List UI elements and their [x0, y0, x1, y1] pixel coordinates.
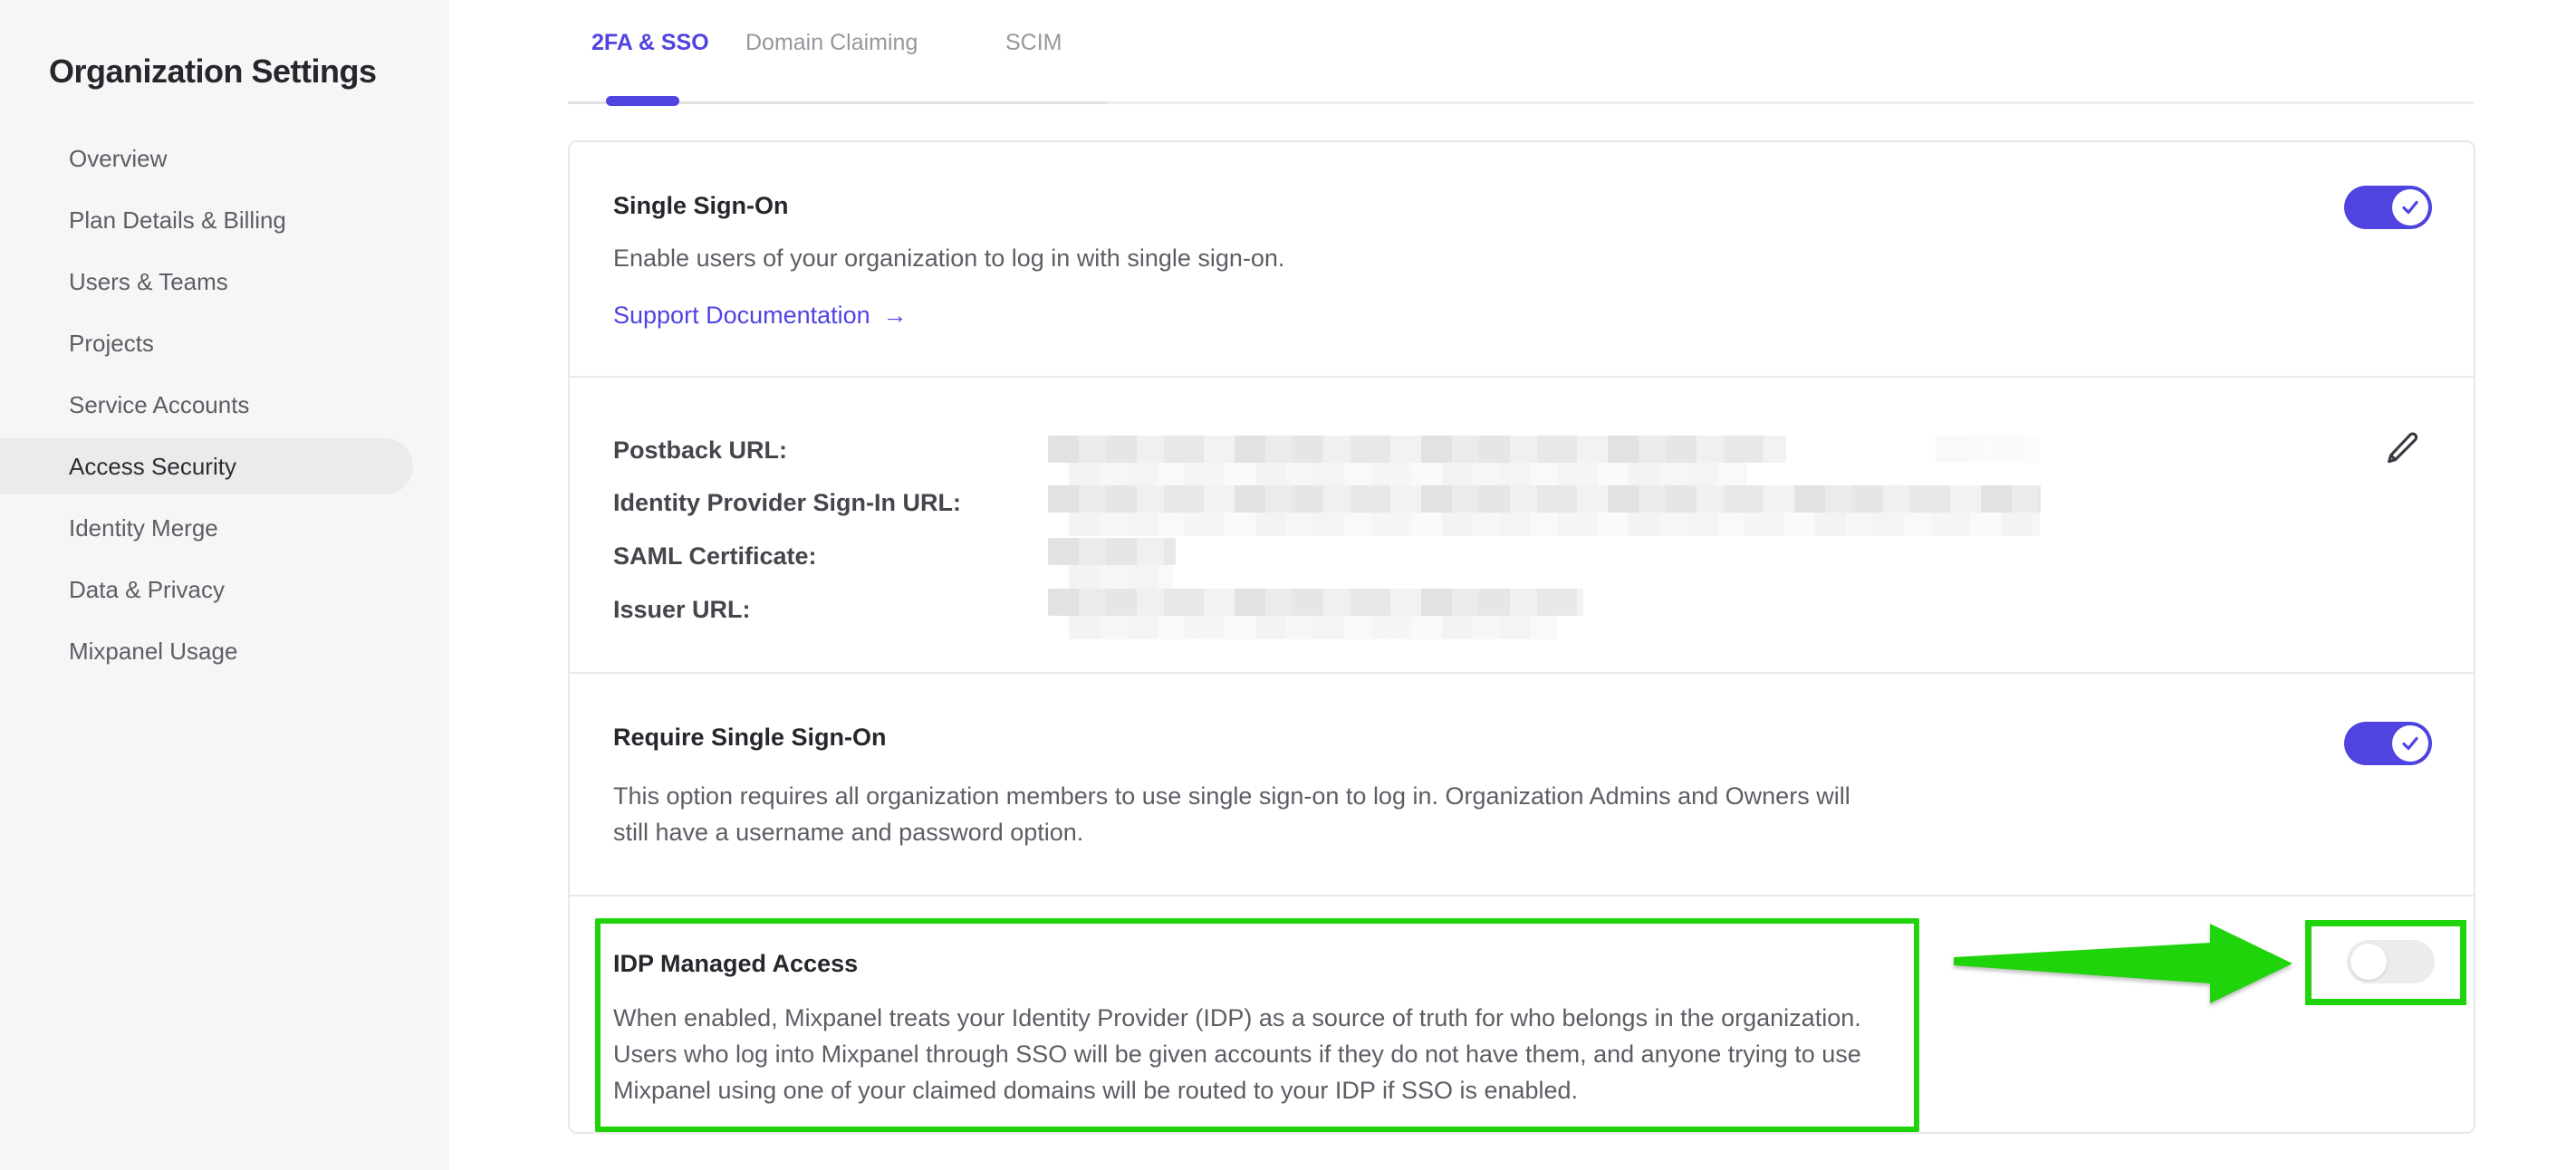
edit-saml-button[interactable]	[2383, 428, 2423, 468]
access-security-card	[568, 140, 2475, 1134]
idp-managed-access-title: IDP Managed Access	[613, 950, 859, 977]
single-sign-on-description: Enable users of your organization to log in with single sign-on.	[613, 245, 1285, 272]
sidebar-item-data-privacy[interactable]: Data & Privacy	[69, 576, 225, 603]
support-documentation-link[interactable]	[613, 300, 908, 331]
idp-managed-access-description: When enabled, Mixpanel treats your Identity Provider (IDP) as a source of truth for who belongs in the organization. Users who log into Mixpanel through SSO will be given accounts if they do not have them, and anyone trying to use Mixpanel using one of your claimed domains will be routed to your IDP if SSO is enabled.	[613, 1004, 1861, 1104]
issuer-url-label: Issuer URL:	[613, 596, 751, 623]
sidebar-item-service-accounts[interactable]: Service Accounts	[69, 391, 250, 418]
saml-certificate-redacted-value-2	[1069, 565, 1173, 589]
postback-url-redacted-fragment	[1936, 436, 2040, 463]
sidebar-item-access-security[interactable]: Access Security	[0, 438, 413, 494]
main-content	[449, 0, 2576, 1170]
single-sign-on-section	[570, 142, 2474, 376]
require-sso-description: This option requires all organization members to use single sign-on to log in. Organization Admins and Owners will still have a username and password option.	[613, 782, 1850, 846]
idp-sign-in-url-redacted-value	[1048, 485, 2041, 513]
sidebar-item-mixpanel-usage[interactable]: Mixpanel Usage	[69, 638, 238, 665]
pencil-icon	[2383, 428, 2423, 468]
sidebar-nav	[0, 128, 449, 682]
idp-sign-in-url-redacted-value-2	[1069, 513, 2040, 536]
postback-url-redacted-value	[1048, 436, 1786, 463]
sidebar-item-identity-merge[interactable]: Identity Merge	[69, 514, 218, 542]
tab-2fa-sso[interactable]: 2FA & SSO	[591, 30, 709, 55]
idp-managed-access-section	[570, 895, 2474, 1134]
green-arrow-annotation	[1954, 921, 2296, 1006]
single-sign-on-toggle[interactable]	[2344, 186, 2432, 229]
page-title: Organization Settings	[49, 53, 377, 90]
issuer-url-redacted-value	[1048, 589, 1583, 616]
sidebar-item-projects[interactable]: Projects	[69, 330, 154, 357]
tab-domain-claiming[interactable]: Domain Claiming	[745, 30, 918, 55]
require-sso-title: Require Single Sign-On	[613, 724, 887, 751]
support-documentation-label: Support Documentation	[613, 302, 870, 329]
arrow-right-icon: →	[882, 302, 908, 329]
require-sso-toggle[interactable]	[2344, 722, 2432, 765]
require-sso-section	[570, 672, 2474, 895]
idp-managed-access-toggle[interactable]	[2347, 940, 2435, 983]
sidebar	[0, 0, 449, 1170]
single-sign-on-title: Single Sign-On	[613, 192, 789, 219]
tab-scim[interactable]: SCIM	[1005, 30, 1062, 55]
toggle-knob	[2350, 944, 2387, 980]
active-tab-indicator	[606, 96, 679, 106]
sidebar-item-users-teams[interactable]: Users & Teams	[69, 268, 228, 295]
sidebar-item-plan-details-billing[interactable]: Plan Details & Billing	[69, 206, 286, 234]
sidebar-item-overview[interactable]: Overview	[69, 145, 168, 172]
idp-sign-in-url-label: Identity Provider Sign-In URL:	[613, 489, 962, 516]
saml-certificate-redacted-value	[1048, 538, 1176, 565]
postback-url-redacted-value-2	[1069, 463, 1746, 486]
toggle-knob	[2392, 725, 2428, 762]
toggle-knob	[2392, 189, 2428, 225]
content-divider-line	[1107, 101, 2474, 104]
checkmark-icon	[2398, 196, 2422, 219]
saml-config-section	[570, 376, 2474, 672]
saml-certificate-label: SAML Certificate:	[613, 542, 817, 570]
postback-url-label: Postback URL:	[613, 436, 788, 464]
issuer-url-redacted-value-2	[1069, 616, 1557, 639]
checkmark-icon	[2398, 732, 2422, 755]
